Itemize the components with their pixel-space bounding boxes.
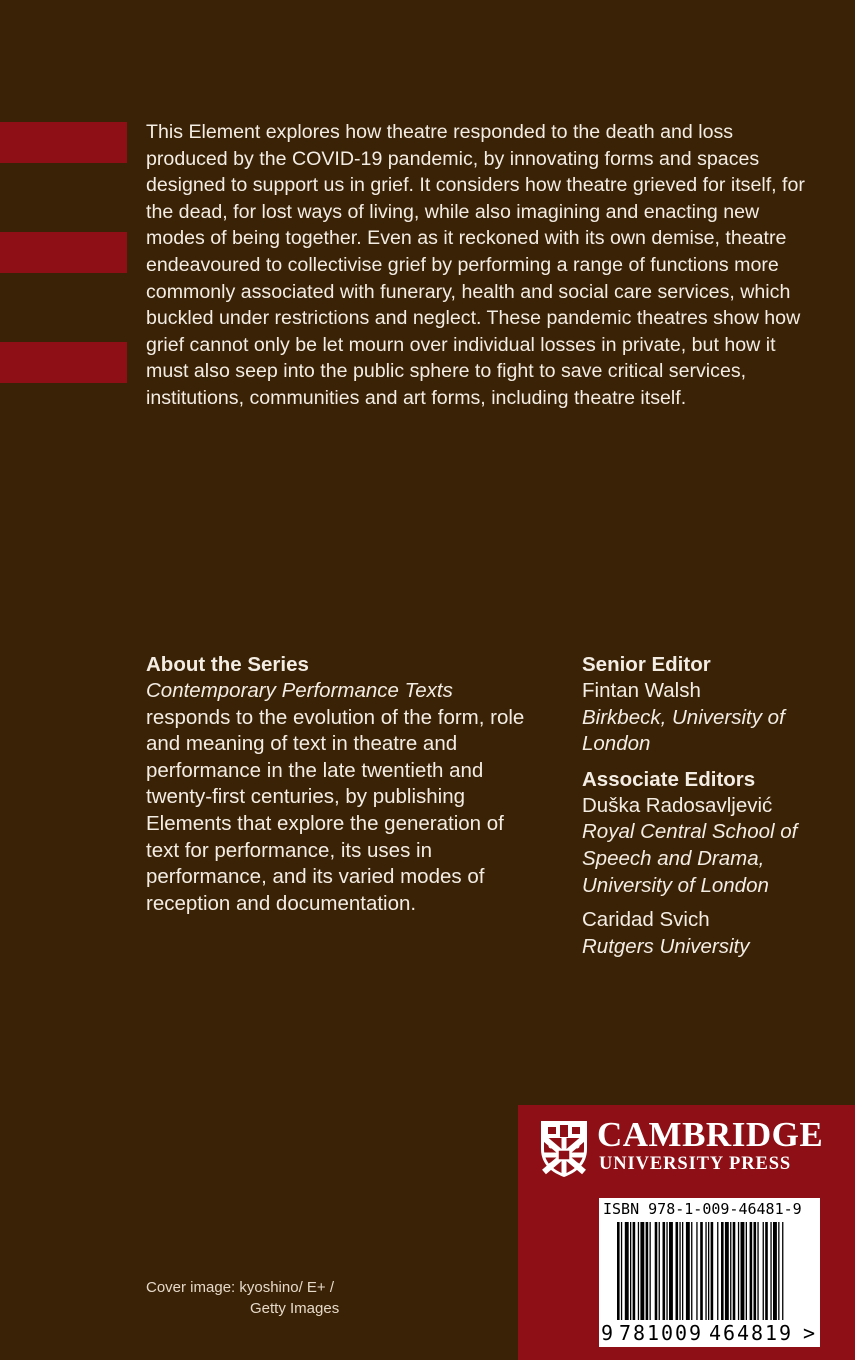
- editors-section: [582, 651, 822, 960]
- editor-name: Caridad Svich: [582, 908, 710, 932]
- barcode-digit: 4: [709, 1321, 722, 1345]
- barcode-bar: [676, 1222, 679, 1320]
- barcode-bar: [617, 1222, 620, 1320]
- associate-editors-heading: Associate Editors: [582, 767, 756, 791]
- editor-name: Duška Radosavljević: [582, 793, 773, 817]
- editor-name: Fintan Walsh: [582, 679, 701, 702]
- barcode-digit: 9: [779, 1321, 792, 1345]
- series-title: Contemporary Performance Texts: [146, 679, 453, 702]
- barcode-bar: [646, 1222, 649, 1320]
- barcode-bar: [640, 1222, 644, 1320]
- barcode-bar: [655, 1222, 658, 1320]
- barcode-digit: 9: [689, 1321, 702, 1345]
- barcode-bar: [711, 1222, 714, 1320]
- barcode-bar: [754, 1222, 757, 1320]
- barcode-digit: 6: [723, 1321, 736, 1345]
- barcode-bar: [730, 1222, 731, 1320]
- barcode-digit: 9: [601, 1321, 614, 1345]
- barcode-bar: [650, 1222, 651, 1320]
- barcode-digit: 4: [737, 1321, 750, 1345]
- senior-editor-heading: Senior Editor: [582, 653, 711, 676]
- barcode-bars: [603, 1222, 816, 1322]
- isbn-barcode: [599, 1198, 820, 1347]
- barcode-bar: [763, 1222, 764, 1320]
- barcode-bar: [773, 1222, 777, 1320]
- barcode-bar: [659, 1222, 660, 1320]
- barcode-bar: [738, 1222, 739, 1320]
- barcode-digit: 1: [647, 1321, 660, 1345]
- barcode-bar: [700, 1222, 703, 1320]
- decorative-stripe-3: [0, 342, 127, 383]
- barcode-digit: 8: [633, 1321, 646, 1345]
- barcode-bar: [746, 1222, 747, 1320]
- barcode-bar: [708, 1222, 709, 1320]
- barcode-bar: [741, 1222, 745, 1320]
- isbn-label: ISBN 978-1-009-46481-9: [603, 1200, 802, 1218]
- barcode-bar: [663, 1222, 666, 1320]
- barcode-digit: 1: [765, 1321, 778, 1345]
- barcode-bar: [696, 1222, 697, 1320]
- university-shield-icon: [539, 1119, 589, 1179]
- barcode-bar: [705, 1222, 706, 1320]
- barcode-bar: [621, 1222, 622, 1320]
- cover-image-credit: [146, 1277, 386, 1319]
- editor-affiliation: Rutgers University: [582, 934, 750, 958]
- barcode-bar: [682, 1222, 683, 1320]
- barcode-bar: [691, 1222, 692, 1320]
- barcode-bar: [717, 1222, 718, 1320]
- barcode-digit: 7: [619, 1321, 632, 1345]
- barcode-bar: [778, 1222, 779, 1320]
- barcode-bar: [638, 1222, 639, 1320]
- about-series-section: [146, 651, 526, 917]
- barcode-bar: [669, 1222, 673, 1320]
- barcode-bar: [630, 1222, 631, 1320]
- about-heading: About the Series: [146, 653, 309, 676]
- barcode-bar: [765, 1222, 768, 1320]
- barcode-bar: [721, 1222, 724, 1320]
- book-blurb: This Element explores how theatre responded to the death and loss produced by the COVID-19 pandemic, by innovating forms and spaces designed to support us in grief. It considers how theatre grieved for itself, for the dead, for lost ways of living, while also imagining and enacting new modes of being together. Even as it reckoned with its own demise, theatre endeavoured to collectivise grief by performing a range of functions more commonly associated with funerary, health and social care services, which buckled under restrictions and neglect. These pandemic theatres show how grief cannot only be let mourn over individual losses in private, but how it must also seep into the public sphere to fight to save critical services, institutions, communities and art forms, including theatre itself.: [146, 121, 805, 409]
- credit-line-1: Cover image: kyoshino/ E+ /: [146, 1279, 335, 1296]
- barcode-bar: [686, 1222, 690, 1320]
- editor-affiliation: Royal Central School of Speech and Drama, University of London: [582, 820, 798, 897]
- barcode-bar: [625, 1222, 629, 1320]
- barcode-bar: [733, 1222, 736, 1320]
- credit-line-2: Getty Images: [250, 1300, 340, 1317]
- barcode-digit: 0: [661, 1321, 674, 1345]
- barcode-bar: [666, 1222, 667, 1320]
- barcode-bar: [633, 1222, 636, 1320]
- publisher-subname: UNIVERSITY PRESS: [599, 1154, 792, 1174]
- barcode-bar: [750, 1222, 753, 1320]
- barcode-bar: [679, 1222, 680, 1320]
- editor-affiliation: Birkbeck, University of London: [582, 705, 785, 756]
- decorative-stripe-1: [0, 122, 127, 163]
- barcode-bar: [725, 1222, 729, 1320]
- barcode-digit: 0: [675, 1321, 688, 1345]
- barcode-end-mark: >: [803, 1321, 816, 1345]
- publisher-panel: [518, 1105, 855, 1360]
- barcode-bar: [782, 1222, 783, 1320]
- publisher-name: CAMBRIDGE: [597, 1115, 824, 1154]
- barcode-bar: [757, 1222, 758, 1320]
- barcode-bar: [770, 1222, 771, 1320]
- decorative-stripe-2: [0, 232, 127, 273]
- series-description: responds to the evolution of the form, role and meaning of text in theatre and performance in the late twentieth and twenty-first centuries, by publishing Elements that explore the generation of text for performance, its uses in performance, and its varied modes of reception and documentation.: [146, 705, 525, 915]
- barcode-digit: 8: [751, 1321, 764, 1345]
